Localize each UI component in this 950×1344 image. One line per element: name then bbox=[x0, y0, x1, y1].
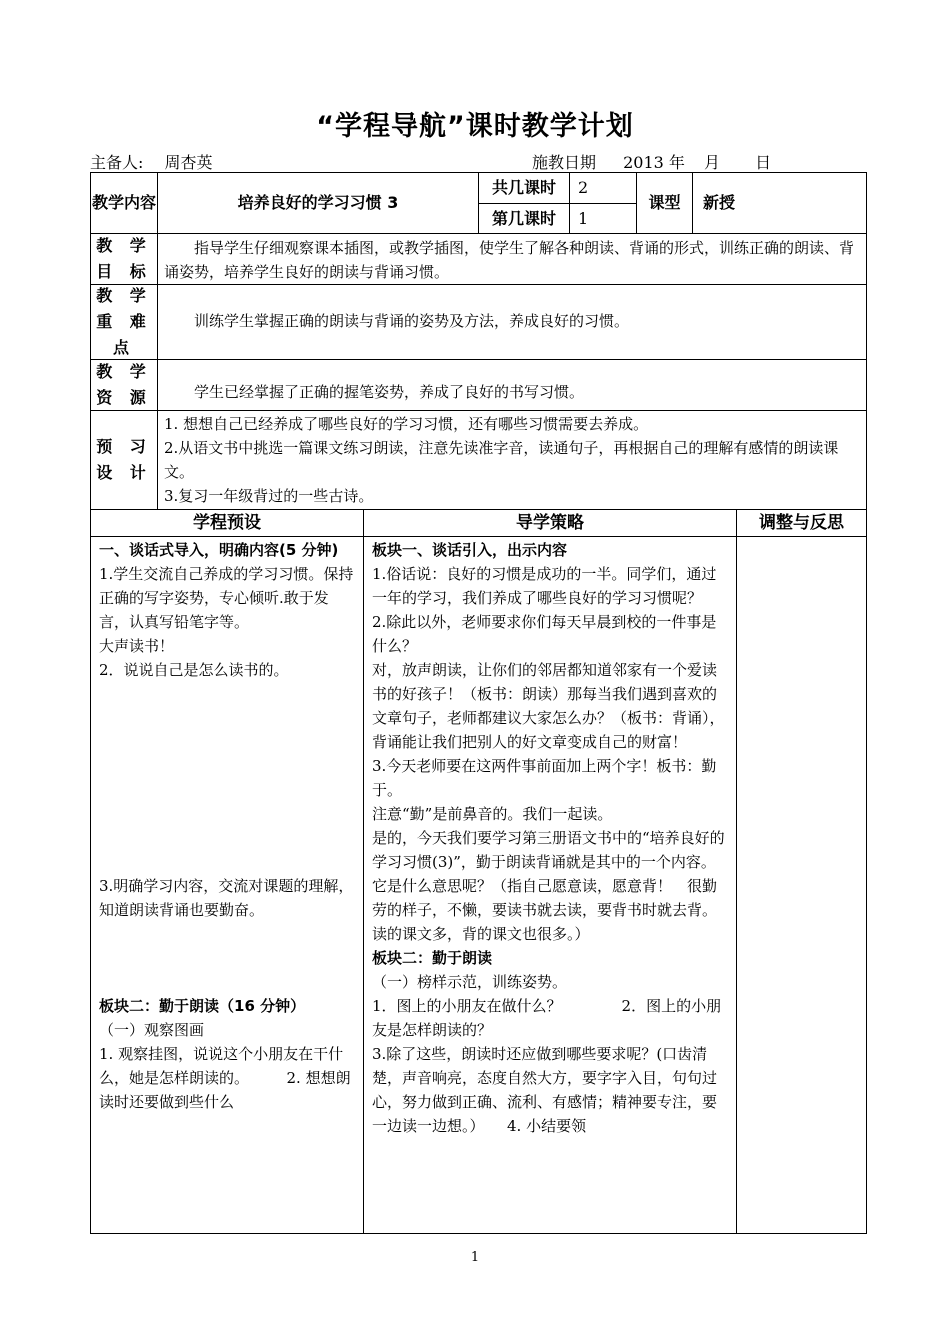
middle-column bbox=[363, 536, 737, 1234]
preparer-label: 主备人: bbox=[90, 153, 144, 172]
preview-label-cell bbox=[90, 410, 158, 510]
preview-item: 1. 想想自己已经养成了哪些良好的学习习惯，还有哪些习惯需要去养成。 bbox=[164, 415, 649, 433]
middle-section-1-title: 板块一、谈话引入，出示内容 bbox=[372, 541, 568, 559]
resources-label: 教 学 资 源 bbox=[96, 362, 152, 407]
preview-item: 3.复习一年级背过的一些古诗。 bbox=[164, 487, 374, 505]
left-column bbox=[90, 536, 364, 1234]
content-label: 教学内容 bbox=[90, 172, 158, 234]
left-paragraph: 2．说说自己是怎么读书的。 bbox=[99, 661, 289, 679]
left-paragraph: 大声读书！ bbox=[99, 637, 175, 655]
preview-cell bbox=[157, 410, 867, 510]
total-lessons-label: 共几课时 bbox=[478, 172, 570, 204]
left-paragraph: 1.学生交流自己养成的学习习惯。保持正确的写字姿势，专心倾听.敢于发言，认真写铅笔字等。 bbox=[99, 565, 354, 631]
middle-paragraph: 1．图上的小朋友在做什么？ 2．图上的小朋友是怎样朗读的？ bbox=[372, 997, 722, 1039]
date-month: 月 bbox=[704, 153, 721, 172]
left-paragraph: 1. 观察挂图，说说这个小朋友在干什么，她是怎样朗读的。 2. 想想朗读时还要做到些什么 bbox=[99, 1045, 351, 1111]
page-title: “学程导航”课时教学计划 bbox=[316, 111, 634, 142]
type-value: 新授 bbox=[692, 172, 867, 234]
lesson-no-label: 第几课时 bbox=[478, 203, 570, 234]
left-section-2-title: 板块二：勤于朗读（16 分钟） bbox=[99, 997, 306, 1015]
reflection-column bbox=[736, 536, 867, 1234]
left-paragraph: （一）观察图画 bbox=[99, 1021, 205, 1039]
resources-label-cell bbox=[90, 359, 158, 411]
preparer-name: 周杏英 bbox=[164, 153, 213, 172]
date-line bbox=[532, 150, 771, 173]
middle-paragraph: 注意“勤”是前鼻音的。我们一起读。 bbox=[372, 805, 613, 823]
middle-paragraph: 它是什么意思呢？（指自己愿意读，愿意背！ 很勤劳的样子，不懒，要读书就去读，要背书时就去背。读的课文多，背的课文也很多。） bbox=[372, 877, 718, 943]
middle-column-header: 导学策略 bbox=[363, 509, 737, 537]
goals-label-cell bbox=[90, 233, 158, 285]
left-section-1-title: 一、谈话式导入，明确内容(5 分钟) bbox=[99, 541, 339, 559]
left-column-header: 学程预设 bbox=[90, 509, 364, 537]
preparer-line bbox=[90, 150, 213, 173]
middle-section-2-title: 板块二：勤于朗读 bbox=[372, 949, 493, 967]
date-label: 施教日期 bbox=[532, 153, 597, 172]
key-points-label-cell bbox=[90, 284, 158, 360]
date-day: 日 bbox=[755, 153, 772, 172]
total-lessons-value: 2 bbox=[569, 172, 637, 204]
lesson-no-value: 1 bbox=[569, 203, 637, 234]
middle-paragraph: 是的，今天我们要学习第三册语文书中的“培养良好的学习习惯(3)”，勤于朗读背诵就是其中的一个内容。 bbox=[372, 829, 725, 871]
content-value: 培养良好的学习习惯 3 bbox=[157, 172, 479, 234]
resources-text: 学生已经掌握了正确的握笔姿势，养成了良好的书写习惯。 bbox=[157, 359, 867, 411]
right-column-header: 调整与反思 bbox=[736, 509, 867, 537]
middle-paragraph: 1.俗话说：良好的习惯是成功的一半。同学们，通过一年的学习，我们养成了哪些良好的学习习惯呢？ bbox=[372, 565, 717, 607]
middle-paragraph: 3.今天老师要在这两件事前面加上两个字！板书：勤于。 bbox=[372, 757, 717, 799]
middle-paragraph: （一）榜样示范，训练姿势。 bbox=[372, 973, 568, 991]
preview-label: 预 习 设 计 bbox=[96, 437, 152, 482]
middle-paragraph: 2.除此以外，老师要求你们每天早晨到校的一件事是什么？ bbox=[372, 613, 717, 655]
date-year: 2013 年 bbox=[623, 153, 685, 172]
goals-label: 教 学 目 标 bbox=[96, 236, 152, 281]
page-number: 1 bbox=[470, 1250, 480, 1265]
preview-item: 2.从语文书中挑选一篇课文练习朗读，注意先读准字音，读通句子，再根据自己的理解有感情的朗读课文。 bbox=[164, 439, 839, 481]
middle-paragraph: 3.除了这些，朗读时还应做到哪些要求呢？(口齿清楚，声音响亮，态度自然大方，要字字入目，句句过心，努力做到正确、流利、有感情；精神要专注，要一边读一边想。） 4. 小结要领 bbox=[372, 1045, 718, 1135]
goals-text: 指导学生仔细观察课本插图，或教学插图，使学生了解各种朗读、背诵的形式，训练正确的朗读、背诵姿势，培养学生良好的朗读与背诵习惯。 bbox=[157, 233, 867, 285]
key-points-text: 训练学生掌握正确的朗读与背诵的姿势及方法，养成良好的习惯。 bbox=[157, 284, 867, 360]
left-paragraph: 3.明确学习内容，交流对课题的理解，知道朗读背诵也要勤奋。 bbox=[99, 877, 354, 919]
key-points-label: 教 学 重 难 点 bbox=[96, 286, 152, 357]
type-label: 课型 bbox=[636, 172, 693, 234]
middle-paragraph: 对，放声朗读，让你们的邻居都知道邻家有一个爱读书的好孩子！（板书：朗读）那每当我们遇到喜欢的文章句子，老师都建议大家怎么办？（板书：背诵），背诵能让我们把别人的好文章变成自己的财富！ bbox=[372, 661, 725, 751]
